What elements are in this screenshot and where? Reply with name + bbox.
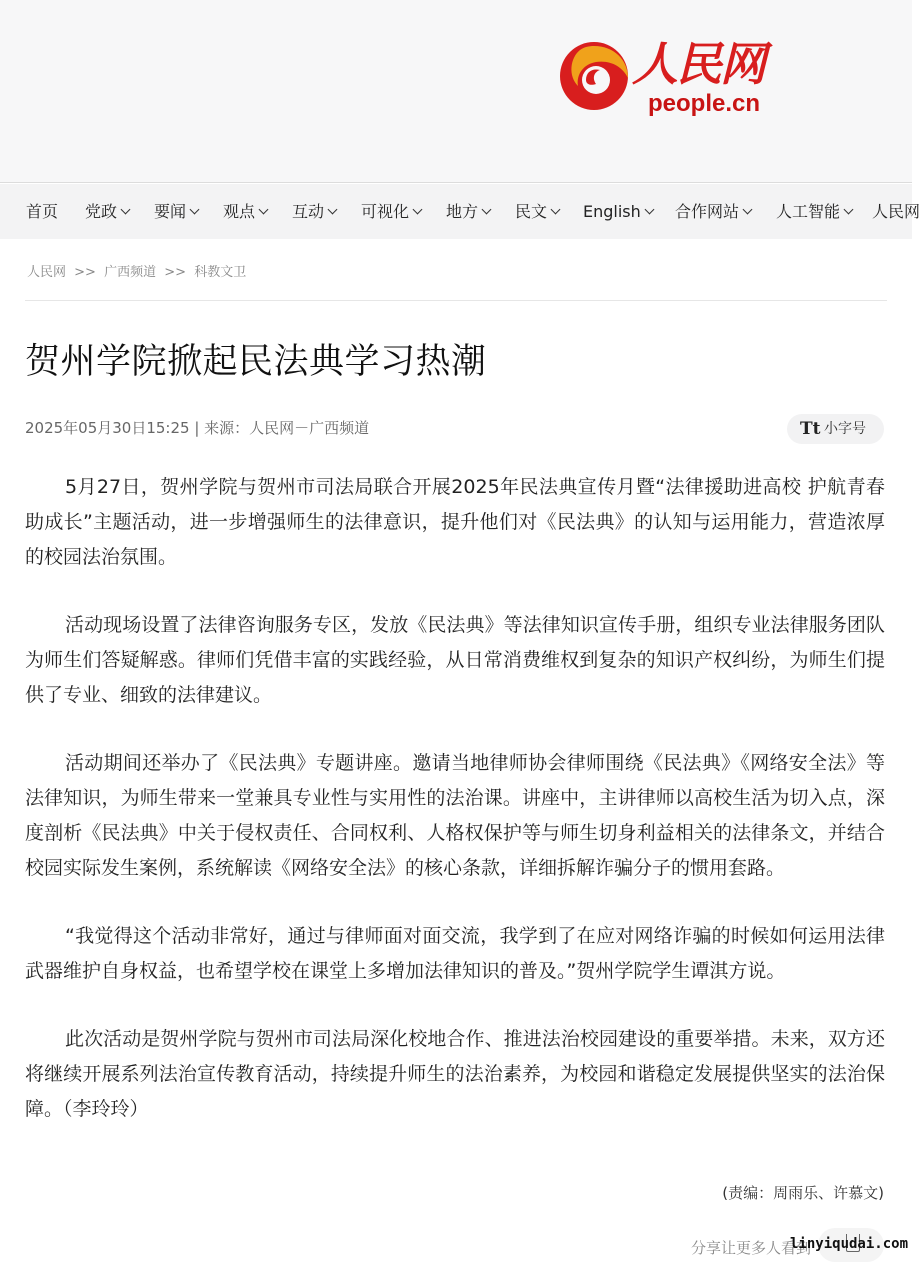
- nav-item-news[interactable]: [154, 184, 198, 239]
- chevron-down-icon: [328, 205, 338, 215]
- breadcrumb-separator: >>: [164, 265, 187, 280]
- editor-credit: (责编：周雨乐、许慕文): [722, 1184, 884, 1202]
- nav-item-local[interactable]: [446, 184, 490, 239]
- article-body: [25, 470, 885, 1160]
- chevron-down-icon: [482, 205, 492, 215]
- logo-chinese-text: 人民网: [632, 37, 764, 91]
- header-divider: [25, 300, 887, 301]
- site-header: [0, 0, 912, 183]
- main-nav: [0, 184, 920, 239]
- breadcrumb-link-home[interactable]: 人民网: [27, 265, 67, 280]
- nav-item-label: 可视化: [361, 202, 410, 221]
- breadcrumb: [27, 261, 246, 280]
- nav-item-party[interactable]: [85, 184, 129, 239]
- chevron-down-icon: [259, 205, 269, 215]
- font-size-icon: Tt: [800, 419, 821, 439]
- article-paragraph: 活动期间还举办了《民法典》专题讲座。邀请当地律师协会律师围绕《民法典》《网络安全法》等法律知识，为师生带来一堂兼具专业性与实用性的法治课。讲座中，主讲律师以高校生活为切入点，深度剖析《民法典》中关于侵权责任、合同权利、人格权保护等与师生切身利益相关的法律条文，并结合校园实际发生案例，系统解读《网络安全法》的核心条款，详细拆解诈骗分子的惯用套路。: [25, 752, 885, 879]
- nav-item-label: 党政: [85, 202, 118, 221]
- nav-item-label: 要闻: [154, 202, 187, 221]
- nav-item-label: 人民网: [872, 202, 920, 221]
- nav-item-ai[interactable]: [776, 184, 852, 239]
- nav-item-label: 地方: [446, 202, 479, 221]
- breadcrumb-link-guangxi[interactable]: 广西频道: [104, 265, 157, 280]
- article-paragraph: 此次活动是贺州学院与贺州市司法局深化校地合作、推进法治校园建设的重要举措。未来，双方还将继续开展系列法治宣传教育活动，持续提升师生的法治素养，为校园和谐稳定发展提供坚实的法治保障。（李玲玲）: [25, 1028, 885, 1120]
- nav-item-visual[interactable]: [361, 184, 421, 239]
- nav-item-label: 互动: [292, 202, 325, 221]
- nav-item-people[interactable]: [872, 184, 920, 239]
- nav-item-ethnic[interactable]: [515, 184, 559, 239]
- font-size-toggle-button[interactable]: [787, 414, 884, 444]
- nav-item-label: 首页: [26, 202, 59, 221]
- nav-item-english[interactable]: [583, 184, 653, 239]
- nav-item-label: 合作网站: [675, 202, 740, 221]
- nav-item-label: English: [583, 202, 641, 221]
- breadcrumb-link-category[interactable]: 科教文卫: [194, 265, 247, 280]
- chevron-down-icon: [190, 205, 200, 215]
- article-paragraph: 5月27日，贺州学院与贺州市司法局联合开展2025年民法典宣传月暨“法律援助进高校 护航青春助成长”主题活动，进一步增强师生的法律意识，提升他们对《民法典》的认知与运用能力，营造浓厚的校园法治氛围。: [25, 476, 885, 568]
- nav-item-label: 观点: [223, 202, 256, 221]
- article-title: 贺州学院掀起民法典学习热潮: [25, 342, 487, 382]
- logo-english-text: people.cn: [648, 90, 761, 117]
- chevron-down-icon: [743, 205, 753, 215]
- chevron-down-icon: [413, 205, 423, 215]
- watermark-text: linyiqudai.com: [790, 1236, 909, 1252]
- share-prompt: 分享让更多人看到: [691, 1239, 812, 1257]
- people-daily-swirl-icon: [556, 36, 632, 112]
- font-size-label: 小字号: [824, 421, 866, 437]
- nav-item-label: 人工智能: [776, 202, 841, 221]
- chevron-down-icon: [844, 205, 854, 215]
- breadcrumb-separator: >>: [74, 265, 96, 280]
- article-paragraph: “我觉得这个活动非常好，通过与律师面对面交流，我学到了在应对网络诈骗的时候如何运用法律武器维护自身权益，也希望学校在课堂上多增加法律知识的普及。”贺州学院学生谭淇方说。: [25, 925, 885, 982]
- nav-item-partners[interactable]: [675, 184, 751, 239]
- nav-item-opinion[interactable]: [223, 184, 267, 239]
- chevron-down-icon: [644, 205, 654, 215]
- article-paragraph: 活动现场设置了法律咨询服务专区，发放《民法典》等法律知识宣传手册，组织专业法律服务团队为师生们答疑解惑。律师们凭借丰富的实践经验，从日常消费维权到复杂的知识产权纠纷，为师生们提供了专业、细致的法律建议。: [25, 614, 885, 706]
- chevron-down-icon: [121, 205, 131, 215]
- nav-item-label: 民文: [515, 202, 548, 221]
- nav-item-interact[interactable]: [292, 184, 336, 239]
- nav-item-home[interactable]: [26, 184, 58, 239]
- chevron-down-icon: [551, 205, 561, 215]
- article-meta: 2025年05月30日15:25 | 来源：人民网－广西频道: [25, 419, 370, 437]
- site-logo[interactable]: [556, 36, 776, 122]
